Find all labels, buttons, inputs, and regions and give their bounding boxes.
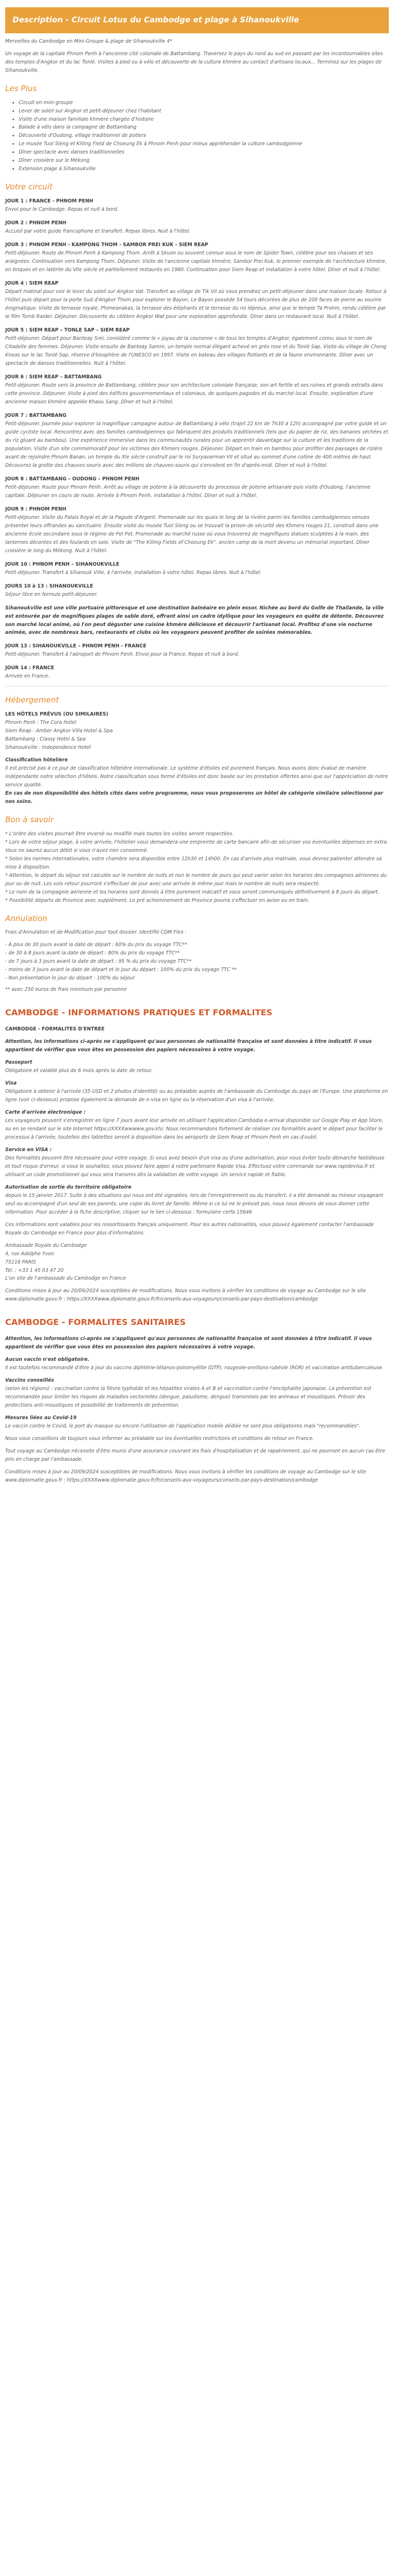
info-block <box>5 1414 389 1431</box>
annulation-item: - Non présentation le jour du départ : 100% du séjour <box>5 975 135 981</box>
annulation-item: - de 7 jours à 3 jours avant la date de départ : 95 % du prix du voyage TTC** <box>5 959 192 965</box>
day-text: Petit-déjeuner. Route vers la province de Battambang, célèbre pour son architecture coloniale française, son art fertile et ses ruines et grands extraits dans cette province. Déjeuner. Visite à pied des édifices gouvernementaux et coloniaux, de quelques pagodes et du marché local. Ensuite, exploration d'une ancienne maison khmère appelée Khaou Sang. Dîner et nuit à l'hôtel. <box>5 382 383 405</box>
les-plus-item: • Visite d'une maison familiale khmère chargée d'histoire <box>19 116 389 124</box>
circuit-day <box>5 412 389 470</box>
circuit-day <box>5 197 389 214</box>
circuit-days <box>5 197 389 681</box>
day-text: Petit-déjeuner. Journée pour explorer la magnifique campagne autour de Battambang à vélo (trajet 22 km de 7h30 à 12h) accompagné par votre guide et un guide cycliste local. Rencontrez avec des familles cambodgiennes qui fabriquent des produits traditionnels (tels que du papier de riz, des bananes séchées et du riz gluant au bambou). Une expérience immersive dans les communautés rurales pour un apprentir davantage sur la culture et les traditions de la population. Visite d'un site commémoratif pour les victimes des Khmers rouges. Déjeuner. Départ en train en bambou pour profiter des paysages de rizière avant de rejoindre Phnom Banan, un temple du Xle siècle construit par le roi Suryavarman VII et situé au sommet d'une colline de 400 mètres de haut. Découvrez la grotte des chauves-souris avec des millions de chauves-souris qui s'envolent en fin d'après-midi. Dîner et nuit à l'hôtel. <box>5 420 388 468</box>
formalites-warning: Attention, les informations ci-après ne s'appliquent qu'aux personnes de nationalité française et sont données à titre indicatif. Il vous appartient de vérifier que vous êtes en possession des papiers nécessaires à votre voyage. <box>5 1038 372 1053</box>
info-block-title: Visa <box>5 1080 17 1086</box>
day-text: Accueil par votre guide francophone et transfert. Repas libres. Nuit à l'hôtel. <box>5 228 191 235</box>
les-plus-item: • Lever de soleil sur Angkor et petit-déjeuner chez l'habitant <box>19 107 389 116</box>
classification-note: En cas de non disponibilité des hôtels cités dans votre programme, nous vous proposerons un hôtel de catégorie similaire sélectionné par nos soins. <box>5 790 384 805</box>
info-block-text: depuis le 15 janvier 2017. Suite à des situations qui nous ont été signalées, lors de l'enregistrement ou du transfert, il a été demandé au mineur voyageant seul ou accompagné d'un seul de ses parents, une copie du livret de famille. Même si ce lui ne le prévoit pas, nous nous devons de vous donner cette information. Pour accéder à la fiche descriptive, cliquer sur le lien ci-dessous : formulaire cerfa 15646 <box>5 1192 384 1215</box>
info-block-title: Mesures liées au Covid-19 <box>5 1414 77 1421</box>
circuit-day <box>5 560 389 577</box>
info-block-title: Aucun vaccin n'est obligatoire. <box>5 1356 89 1362</box>
info-block-text: Tout voyage au Cambodge nécessite d'être munis d'une assurance couvrant les frais d'hospitalisation et de rapatriement, qui ne pourront en aucun cas être pris en charge par l'ambassade. <box>5 1448 385 1462</box>
info-block-text: (selon les régions) : vaccination contre la fièvre typhoïde et les hépatites virales A et B et vaccination contre l'encéphalite japonaise. La prévention est recommandée pour limiter les risques de maladies vectorielles (dengue, paludisme, dengue) transmises par les animaux et moustiques. Prévoir des protections anti-moustiques et possibilité de traitements de prévention. <box>5 1385 372 1408</box>
circuit-day <box>5 582 389 599</box>
day-text: Sihanoukville est une ville portuaire pittoresque et une destination balnéaire en plein essor. Nichée au bord du Golfe de Thaïlande, la ville est entourée par de magnifiques plages de sable doré, offrant ainsi un cadre idyllique pour les voyageurs en quête de détente. Découvrez son marché local animé, où l'on peut déguster une cuisine khmère délicieuse et découvrir l'artisanat local. Profitez d'une vie nocturne animée, avec de nombreux bars, restaurants et clubs où les voyageurs peuvent profiter de soirées mémorables. <box>5 605 384 636</box>
info-block-text: Il est toutefois recommandé d'être à jour du vaccins diphtérie-tétanos-poliomyélite (DTP), rougeole-oreillons-rubéole (ROR) et vaccination antituberculeuse. <box>5 1364 384 1371</box>
info-block-text: Conditions mises à jour au 20/09/2024 susceptibles de modifications. Nous vous invitons à vérifier les conditions de voyage au Cambodge sur le site www.diplomatie.gouv.fr : https://XXXXwww.diplomatie.gouv.fr/fr/conseils-aux-voyageurs/conseils-par-pays-destination/cambodge <box>5 1469 366 1483</box>
info-block-text: Des formalités peuvent être nécessaire pour votre voyage. Si vous avez besoin d'un visa ou d'une autorisation, pour vous éviter toute démarche fastidieuse et tout risque d'erreur, si vous le souhaitez, vous pouvez faire appel à notre partenaire Rapide Visa. Effectuez votre commande sur www.rapidevisa.fr et utilisant un code promotionnel qui vous sera transmis dès la validation de votre voyage. Un service rapide et fiable. <box>5 1155 385 1178</box>
info-block-text: Obligatoire à obtenir à l'arrivée (35 USD et 2 photos d'identité) ou au préalable auprès de l'ambassade du Cambodge du pays de l'Europe. Une plateforme en ligne (voir ci-dessous) propose également la demande de e-visa en ligne ou la réservation d'un visa à l'arrivée. <box>5 1088 388 1103</box>
day-title: JOUR 14 : FRANCE <box>5 665 55 671</box>
bon-a-savoir-item: * L'ordre des visites pourrait être inversé ou modifié mais toutes les visites seront respectées. <box>5 831 234 837</box>
info-block <box>5 1356 389 1372</box>
les-plus-item: • Balade à vélo dans la campagne de Battambang <box>19 123 389 132</box>
classification-title: Classification hôtelière <box>5 757 68 763</box>
bon-a-savoir-list <box>5 830 389 905</box>
circuit-day <box>5 604 389 637</box>
day-title: JOUR 2 : PHNOM PENH <box>5 220 67 226</box>
circuit-day <box>5 326 389 368</box>
day-text: Petit-déjeuner. Départ pour Banteay Srei, considéré comme le « joyau de la couronne » de tous les temples d'Angkor, également connu sous le nom de Citadelle des femmes. Déjeuner. Visite ensuite de Banteay Samre, un temple normal élégant achevé en grès rose et du Tonlé Sap. Visite du village de Chong Kneas sur le lac Tonlé Sap, réserve d'biosphère de l'UNESCO en 1997. Visite en bateau des villages flottants et de la faune environnante. Dîner avec un spectacle de danses traditionnelles. Nuit à l'hôtel. <box>5 335 387 366</box>
bon-a-savoir-item: * Possibilité départs de Province avec supplément. Le pré acheminement de Province pourra s'effectuer en avion ou en train. <box>5 897 309 903</box>
annulation-heading: Annulation <box>5 913 47 923</box>
annulation-intro: Frais d'Annulation et de Modification pour tout dossier. Identifié CDM Flex : <box>5 929 187 936</box>
intro-subtitle: Merveilles du Cambodge en Mini-Groupe & plage de Sihanoukville 4* <box>5 38 173 44</box>
annulation-item: - À plus de 30 jours avant la date de départ : 60% du prix du voyage TTC** <box>5 942 187 948</box>
day-title: JOUR 5 : SIEM REAP – TONLE SAP – SIEM REAP <box>5 327 130 333</box>
info-block-text: Ces informations sont valables pour les ressortissants français uniquement. Pour les autres nationalités, vous pouvez également contacter l'ambassade Royale du Cambodge en France pour plus d'informations. <box>5 1221 374 1236</box>
day-text: Petit-déjeuner. Transfert à l'aéroport de Phnom Penh. Envol pour la France. Repas et nuit à bord. <box>5 652 240 658</box>
circuit-day <box>5 241 389 274</box>
day-title: JOUR 8 : BATTAMBANG – OUDONG – PHNOM PENH <box>5 476 140 482</box>
info-block <box>5 1059 389 1075</box>
circuit-day <box>5 642 389 659</box>
day-title: JOUR 4 : SIEM REAP <box>5 280 59 287</box>
day-title: JOUR 10 : PHNOM PENH – SIHANOUKVILLE <box>5 561 120 567</box>
bon-a-savoir-item: * Lors de votre séjour plage, à votre arrivée, l'hôtelier vous demandera une empreinte de carte bancaire afin de sécuriser vos éventuelles dépenses en extra. Vous ne saurez aucun débit si vous n'avez rien consommé. <box>5 839 388 853</box>
info-block-text: Le vaccin contre le Covid, le port du masque ou encore l'utilisation de l'application mobile dédiée ne sont plus obligatoires mais "recommandées". <box>5 1423 361 1429</box>
day-text: Petit-déjeuner. Route de Phnom Penh à Kampong Thom. Arrêt à Skuon ou souvent connue sous le nom de Spider Town, célèbre pour ses chasses et ses araignées. Continuation vers Kampong Thom. Déjeuner. Visite de l'ancienne capitale khmère, Sambor Prei Kuk, le premier exemple de l'architecture khmère, en briques et en latérite du VIIe siècle et partiellement restaurés en 1980. Continuation pour Siem Reap et installation à votre hôtel. Dîner et nuit à l'hôtel. <box>5 250 387 273</box>
info-block-title: Autorisation de sortie du territoire obligatoire <box>5 1184 132 1190</box>
circuit-heading: Votre circuit <box>5 182 52 192</box>
annulation-list <box>5 941 389 983</box>
classification-text: Il est précisé pas à ce jour de classification hôtelière internationale. Le système d'étoiles est purement français. Nous avons donc évalué de manière indépendante notre sélection d'hôtels. Notre classification sous forme d'étoiles est donc basée sur les prestation offertes ainsi que sur l'appréciation de notre service qualité. <box>5 766 388 788</box>
bon-a-savoir-item: * Selon les normes internationales, votre chambre sera disponible entre 12h30 et 14h00. En cas d'arrivée plus matinale, vous devrez patienter attendre sa mise à disposition. <box>5 856 382 870</box>
day-text: Petit-déjeuner. Visite du Palais Royal et de la Pagode d'Argent. Promenade sur les quais le long de la rivière parmi les familles cambodgiennes venues présenter leurs offrandes au sanctuaire. Ensuite visite du musée Tuol Sleng ou se trouvait la prison de sécurité des Khmers rouges 21, construit dans une ancienne école secondaire sous le régime de Pol Pot. Promenade au marché russe où vous trouverez de magnifiques statues sculptées à la main, des lanternes décorées et des foulards en soie. Visite de "The Killing Fields of Choeung Ek", ancien camp de la mort devenu un mémorial important. Dîner croisière le long du Mékong. Nuit à l'hôtel. <box>5 514 378 554</box>
day-title: JOUR 1 : FRANCE - PHNOM PENH <box>5 198 94 205</box>
annulation-item: - moins de 3 jours avant la date de départ et le jour du départ : 100% du prix du voyage TTC ** <box>5 967 237 973</box>
les-plus-item: • Le musée Tuol Sleng et Killing Field de Choeung Ek à Phnom Penh pour mieux appréhender la culture cambodgienne <box>19 140 389 148</box>
circuit-day <box>5 373 389 406</box>
day-title: JOUR 9 : PHNOM PENH <box>5 506 67 512</box>
info-block-text: Obligatoire et valable plus de 6 mois après la date de retour. <box>5 1067 153 1074</box>
info-block-text: Nous vous conseillons de toujours vous informer au préalable sur les éventuelles restrictions et conditions de retour en France. <box>5 1435 314 1442</box>
info-block <box>5 1435 389 1443</box>
info-block <box>5 1108 389 1142</box>
formalites-subtitle: CAMBODGE - FORMALITES D'ENTREE <box>5 1026 105 1032</box>
info-block-title: Carte d'arrivée électronique : <box>5 1109 86 1115</box>
day-title: JOUR 3 : PHNOM PENH - KAMPONG THOM - SAMBOR PREI KUK - SIEM REAP <box>5 242 208 248</box>
info-block-text: Ambassade Royale du Cambodge 4, rue Adolphe Yvon 75116 PARIS Tél. : +33 1 45 03 47 20 L'on site de l'ambassade du Cambodge en France <box>5 1242 126 1282</box>
hotel-item: Battambang : Classy Hotel & Spa <box>5 736 86 743</box>
page <box>0 7 394 1485</box>
info-block <box>5 1287 389 1304</box>
day-title: JOURS 10 à 13 : SIHANOUKVILLE <box>5 583 94 589</box>
day-text: Séjour libre en formule petit-déjeuner. <box>5 591 98 597</box>
day-text: Petit-déjeuner. Transfert à Sihanouk Ville, à l'arrivée, installation à votre hôtel. Repas libres. Nuit à l'hôtel. <box>5 569 262 576</box>
info-block-title: Passeport <box>5 1059 32 1065</box>
hotels-list <box>5 719 389 752</box>
info-block-title: Service en VISA : <box>5 1146 52 1153</box>
day-title: JOUR 13 : SIHANOUKVILLE – PHNOM PENH - FRANCE <box>5 643 147 649</box>
sanitaires-heading: CAMBODGE - FORMALITES SANITAIRES <box>5 1317 186 1328</box>
annulation-item: - de 30 à 8 jours avant la date de départ : 80% du prix du voyage TTC** <box>5 950 180 957</box>
info-block <box>5 1376 389 1410</box>
circuit-day <box>5 279 389 321</box>
day-text: Départ matinal pour voir le lever du soleil sur Angkor Vat. Transfert au village de Tik Vil où vous prendrez un petit-déjeuner dans une maison locale. Retour à l'hôtel puis départ pour la porte Sud d'Angkor Thom pour explorer le Bayon, Le Bayon possède 54 tours décorées de plus de 200 faces de pierre au sourire énigmatique. Visite de terrasse royale, Phimeanakas, la terrasse des éléphants et le terrasse du roi lépreux, ainsi que le temple Ta Prohm, rendu célèbre par le film Tomb Raider. Déjeuner. Découverte du célèbre Angkor Wat pour une exploration approfondie. Dîner dans un restaurant local. Nuit à l'hôtel. <box>5 289 387 320</box>
info-block-title: Vaccins conseillés <box>5 1377 55 1383</box>
circuit-day <box>5 475 389 500</box>
info-block <box>5 1242 389 1283</box>
info-block <box>5 1221 389 1238</box>
les-plus-item: • Extension plage à Sihanoukville <box>19 165 389 173</box>
info-block <box>5 1079 389 1104</box>
les-plus-item: • Découverte d'Oudong, village traditionnel de potiers <box>19 132 389 140</box>
day-text: Envol pour le Cambodge. Repas et nuit à bord. <box>5 207 119 213</box>
page-title: Description - Circuit Lotus du Cambodge et plage à Sihanoukville <box>5 7 389 33</box>
day-title: JOUR 6 : SIEM REAP – BATTAMBANG <box>5 374 102 380</box>
hotels-subtitle: LES HÔTELS PRÉVUS (OU SIMILAIRES) <box>5 711 109 718</box>
hebergement-heading: Hébergement <box>5 695 59 705</box>
intro-text: Un voyage de la capitale Phnom Penh à l'ancienne cité coloniale de Battambang. Traversez le pays du nord au sud en passant par les incontournables sites des temples d'Angkor et du lac Tonlé. Visites à pied ou à vélo et découverte de la culture khmère au contact d'artisans locaux... Terminez sur les plages de Sihanoukville. <box>5 50 383 73</box>
les-plus-item: • Dîner spectacle avec danses traditionnelles <box>19 148 389 157</box>
circuit-day <box>5 664 389 681</box>
info-block <box>5 1146 389 1179</box>
info-block <box>5 1183 389 1217</box>
formalites-heading: CAMBODGE - INFORMATIONS PRATIQUES ET FORMALITES <box>5 1008 272 1018</box>
sanitaires-warning: Attention, les informations ci-après ne s'appliquent qu'aux personnes de nationalité française et sont données à titre indicatif. Il vous appartient de vérifier que vous êtes en possession des papiers nécessaires à votre voyage. <box>5 1335 372 1350</box>
day-text: Arrivée en France. <box>5 673 50 680</box>
circuit-day <box>5 505 389 555</box>
bon-a-savoir-heading: Bon à savoir <box>5 815 54 825</box>
sanitaires-blocks <box>5 1356 389 1485</box>
day-text: Petit-déjeuner. Route pour Phnom Penh. Arrêt au village de poterie à la découverte du processus de poterie artisanale puis visite d'Oudong, l'ancienne capitale. Déjeuner en cours de route. Arrivée à Phnom Penh, installation à l'hôtel. Dîner et nuit à l'hôtel. <box>5 484 371 499</box>
info-block <box>5 1468 389 1485</box>
hotel-item: Siem Reap : Amber Angkor Villa Hotel & Spa <box>5 728 113 734</box>
les-plus-heading: Les Plus <box>5 83 37 93</box>
hotel-item: Phnom Penh : The Cora Hotel <box>5 720 76 726</box>
les-plus-item: • Circuit en mini-groupe <box>19 99 389 107</box>
info-block <box>5 1447 389 1464</box>
bon-a-savoir-item: * Attention, le départ du séjour est calculée sur le nombre de nuits et non le nombre de jours qui peut varier selon les horaires des compagnies aériennes du jour ou de nuit. Les vols retour pourront s'effectuer de jour avec une arrivée le même jour mais le nombre de nuits sera respecté. <box>5 872 387 887</box>
les-plus-list <box>5 99 389 174</box>
day-title: JOUR 7 : BATTAMBANG <box>5 412 67 418</box>
info-block-text: Les voyageurs peuvent s'enregistrer en ligne 7 jours avant leur arrivée en utilisant l'application Cambodia e-arrival disponible sur Google Play et App Store, ou en se rendant sur le site Internet https://XXXXwwwww.gov.kh/. Nous recommandons fortement de réaliser ces formalités avant le départ pour faciliter le processus à l'arrivée, toutefois des tablettes seront à disposition dans les aéroports de Siem Reap et Phnom Penh en cas d'oubli. <box>5 1117 384 1140</box>
formalites-blocks <box>5 1059 389 1304</box>
hotel-item: Sihanoukville : Independence Hotel <box>5 745 91 751</box>
bon-a-savoir-item: * Le nom de la compagnie aérienne et les horaires sont donnés à titre purement indicatif et vous seront communiqués définitivement à 8 jours du départ. <box>5 889 379 895</box>
circuit-day <box>5 219 389 236</box>
info-block-text: Conditions mises à jour au 20/09/2024 susceptibles de modifications. Nous vous invitons à vérifier les conditions de voyage au Cambodge sur le site www.diplomatie.gouv.fr : https://XXXXwww.diplomatie.gouv.fr/fr/conseils-aux-voyageurs/conseils-par-pays-destination/cambodge <box>5 1288 366 1303</box>
les-plus-item: • Dîner croisière sur le Mékong <box>19 157 389 165</box>
annulation-note: ** avec 250 euros de frais minimum par personne <box>5 987 127 993</box>
